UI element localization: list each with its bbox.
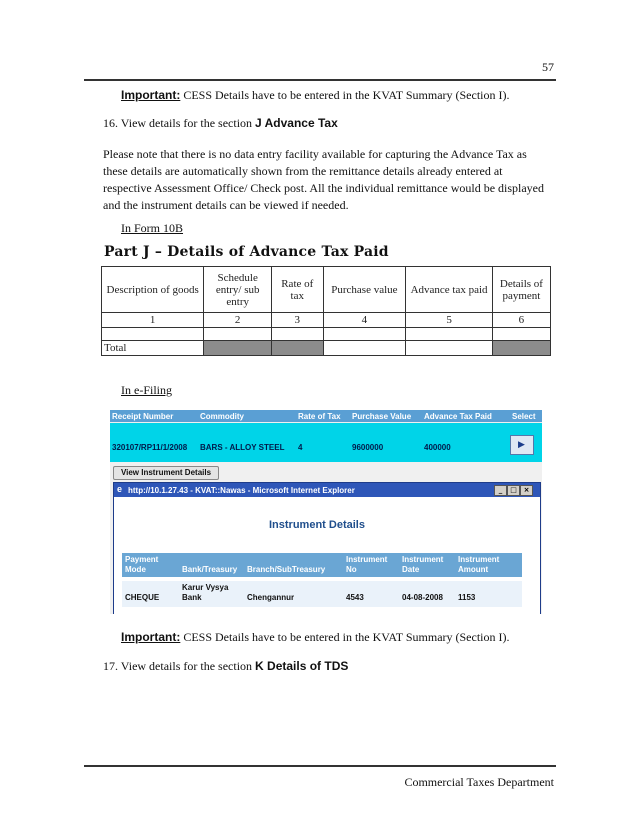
form10b-heading: In Form 10B bbox=[121, 221, 184, 235]
column-header: Instrument Amount bbox=[458, 555, 500, 574]
ie-logo-icon: e bbox=[117, 484, 123, 494]
column-header: Advance Tax Paid bbox=[424, 412, 492, 421]
important-label: Important: bbox=[121, 88, 181, 102]
purchase-value: 9600000 bbox=[352, 443, 384, 452]
instrument-header-row bbox=[122, 553, 522, 577]
table-cell: 4 bbox=[323, 313, 406, 328]
efiling-heading: In e-Filing bbox=[121, 383, 172, 397]
payment-mode: CHEQUE bbox=[125, 593, 160, 602]
efiling-header-row bbox=[110, 410, 542, 422]
select-button[interactable] bbox=[510, 435, 534, 455]
advance-tax-paid: 400000 bbox=[424, 443, 451, 452]
important-text: CESS Details have to be entered in the KVAT Summary (Section I). bbox=[180, 88, 510, 102]
table-row bbox=[102, 328, 551, 341]
table-header-row bbox=[102, 267, 551, 313]
table-cell: 1 bbox=[102, 313, 204, 328]
header-cell: Purchase value bbox=[323, 267, 406, 313]
instrument-no: 4543 bbox=[346, 593, 364, 602]
header-cell: Rate of tax bbox=[272, 267, 323, 313]
header-cell: Schedule entry/ sub entry bbox=[204, 267, 272, 313]
table-cell: 2 bbox=[204, 313, 272, 328]
section-title: J Advance Tax bbox=[255, 116, 338, 130]
column-header: Instrument Date bbox=[402, 555, 444, 574]
important-note-2 bbox=[121, 630, 510, 645]
header-cell: Description of goods bbox=[102, 267, 204, 313]
instrument-amount: 1153 bbox=[458, 593, 476, 602]
total-label: Total bbox=[102, 341, 204, 356]
column-header: Purchase Value bbox=[352, 412, 412, 421]
instrument-date: 04-08-2008 bbox=[402, 593, 443, 602]
section-16-heading bbox=[103, 116, 338, 131]
rate-of-tax: 4 bbox=[298, 443, 303, 452]
column-header: Payment Mode bbox=[125, 555, 159, 574]
section-title: K Details of TDS bbox=[255, 659, 349, 673]
footer-text: Commercial Taxes Department bbox=[404, 775, 554, 789]
commodity: BARS - ALLOY STEEL bbox=[200, 443, 285, 452]
column-header: Rate of Tax bbox=[298, 412, 341, 421]
column-header: Instrument No bbox=[346, 555, 388, 574]
table-cell: 3 bbox=[272, 313, 323, 328]
form10b-figure bbox=[101, 244, 553, 362]
bank: Karur Vysya Bank bbox=[182, 583, 229, 602]
table-row bbox=[102, 341, 551, 356]
play-arrow-icon: ▶ bbox=[518, 439, 525, 449]
table-row bbox=[102, 313, 551, 328]
receipt-number: 320107/RP11/1/2008 bbox=[112, 443, 188, 452]
column-header: Commodity bbox=[200, 412, 244, 421]
ie-window bbox=[113, 482, 541, 614]
page-number: 57 bbox=[542, 60, 554, 74]
maximize-icon[interactable]: □ bbox=[507, 485, 520, 496]
form10b-table bbox=[101, 266, 551, 356]
branch: Chengannur bbox=[247, 593, 295, 602]
instrument-row bbox=[122, 581, 522, 607]
minimize-icon[interactable]: _ bbox=[494, 485, 507, 496]
view-instrument-details-button[interactable]: View Instrument Details bbox=[113, 466, 219, 480]
section-prefix: 17. View details for the section bbox=[103, 659, 256, 673]
header-rule bbox=[84, 79, 556, 81]
column-header: Select bbox=[512, 412, 536, 421]
ie-titlebar bbox=[114, 483, 540, 497]
important-text: CESS Details have to be entered in the KVAT Summary (Section I). bbox=[180, 630, 510, 644]
column-header: Branch/SubTreasury bbox=[247, 565, 326, 574]
efiling-data-row bbox=[110, 423, 542, 462]
advance-tax-paragraph: Please note that there is no data entry facility available for capturing the Advance Tax as these details are automatically shown from the remittance details already entered at respective Assessment Office/ Check post. All the individual remittance would be displayed and the instrument details can be viewed if needed. bbox=[103, 147, 545, 212]
table-cell: 6 bbox=[492, 313, 550, 328]
efiling-screenshot bbox=[110, 410, 542, 614]
important-note-1 bbox=[121, 88, 510, 103]
important-label: Important: bbox=[121, 630, 181, 644]
dialog-title: Instrument Details bbox=[269, 519, 365, 531]
header-cell: Details of payment bbox=[492, 267, 550, 313]
column-header: Bank/Treasury bbox=[182, 565, 238, 574]
column-header: Receipt Number bbox=[112, 412, 174, 421]
footer-rule bbox=[84, 765, 556, 767]
table-cell: 5 bbox=[406, 313, 493, 328]
close-icon[interactable]: × bbox=[520, 485, 533, 496]
header-cell: Advance tax paid bbox=[406, 267, 493, 313]
section-17-heading bbox=[103, 659, 348, 674]
window-title: http://10.1.27.43 - KVAT::Nawas - Microsoft Internet Explorer bbox=[128, 486, 355, 495]
section-prefix: 16. View details for the section bbox=[103, 116, 256, 130]
form10b-title: Part J – Details of Advance Tax Paid bbox=[104, 244, 389, 260]
